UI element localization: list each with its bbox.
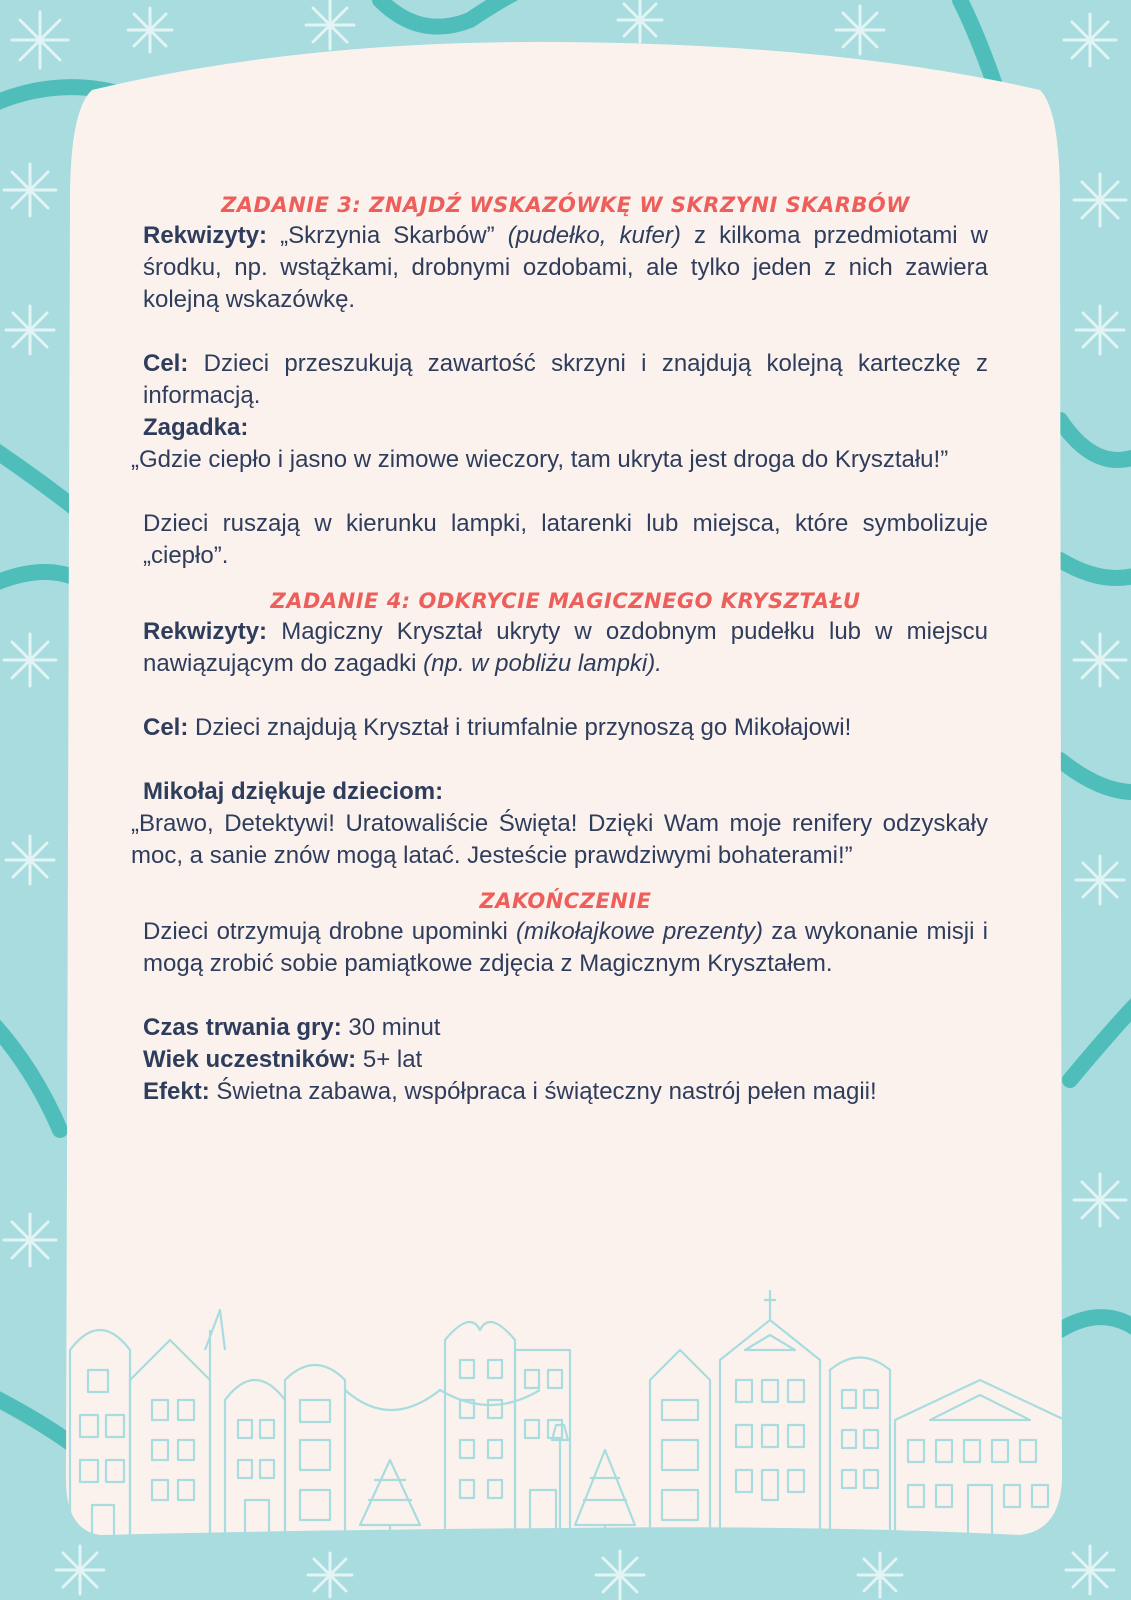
- ending-text-2: za wykonanie misji i mogą zrobić sobie pamiątkowe zdjęcia z Magicznym Kryształem.: [143, 918, 988, 977]
- task4-props-label: Rekwizyty:: [143, 618, 268, 645]
- effect-label: Efekt:: [143, 1078, 210, 1105]
- ending-text-1: Dzieci otrzymują drobne upominki: [143, 918, 517, 945]
- task3-goal: [143, 348, 988, 412]
- task3-riddle-text: „Gdzie ciepło i jasno w zimowe wieczory, tam ukryta jest droga do Kryształu!”: [131, 446, 949, 473]
- task4-goal-label: Cel:: [143, 714, 189, 741]
- age-label: Wiek uczestników:: [143, 1046, 357, 1073]
- task3-riddle-label: Zagadka:: [143, 414, 249, 441]
- task3-heading: ZADANIE 3: ZNAJDŹ WSKAZÓWKĘ W SKRZYNI SKARBÓW: [221, 193, 910, 217]
- age-value: 5+ lat: [356, 1046, 423, 1073]
- task4-thanks-label: Mikołaj dziękuje dzieciom:: [143, 778, 444, 805]
- task3-goal-text: Dzieci przeszukują zawartość skrzyni i znajdują kolejną karteczkę z informacją.: [143, 350, 988, 409]
- ending-text: [143, 916, 988, 980]
- effect-line: [143, 1076, 988, 1108]
- duration-value: 30 minut: [341, 1014, 441, 1041]
- task4-props-text: Magiczny Kryształ ukryty w ozdobnym pudełku lub w miejscu nawiązującym do zagadki: [143, 618, 988, 677]
- task3-props: [143, 220, 988, 316]
- task4-props: [143, 616, 988, 680]
- task3-props-label: Rekwizyty:: [143, 222, 268, 249]
- effect-value: Świetna zabawa, współpraca i świąteczny nastrój pełen magii!: [209, 1078, 877, 1105]
- duration-label: Czas trwania gry:: [143, 1014, 342, 1041]
- task4-props-italic: (np. w pobliżu lampki).: [423, 650, 662, 677]
- age-line: [143, 1044, 988, 1076]
- task3-after-text: Dzieci ruszają w kierunku lampki, latarenki lub miejsca, które symbolizuje „ciepło”.: [143, 510, 988, 569]
- task4-goal: [143, 712, 988, 744]
- task3-props-text-2: z kilkoma przedmiotami w środku, np. wstążkami, drobnymi ozdobami, ale tylko jeden z nich zawiera kolejną wskazówkę.: [143, 222, 988, 313]
- ending-heading: ZAKOŃCZENIE: [479, 889, 652, 913]
- task3-props-text-1: „Skrzynia Skarbów”: [267, 222, 508, 249]
- duration-line: [143, 1012, 988, 1044]
- task4-goal-text: Dzieci znajdują Kryształ i triumfalnie przynoszą go Mikołajowi!: [188, 714, 852, 741]
- task3-props-italic: (pudełko, kufer): [507, 222, 681, 249]
- town-illustration: [60, 1290, 1070, 1560]
- task4-thanks-text: „Brawo, Detektywi! Uratowaliście Święta! Dzięki Wam moje renifery odzyskały moc, a sanie znów mogą latać. Jesteście prawdziwymi bohaterami!”: [131, 810, 988, 869]
- document-content: [131, 190, 988, 1108]
- task4-heading: ZADANIE 4: ODKRYCIE MAGICZNEGO KRYSZTAŁU: [270, 589, 861, 613]
- task3-goal-label: Cel:: [143, 350, 189, 377]
- ending-text-italic: (mikołajkowe prezenty): [516, 918, 764, 945]
